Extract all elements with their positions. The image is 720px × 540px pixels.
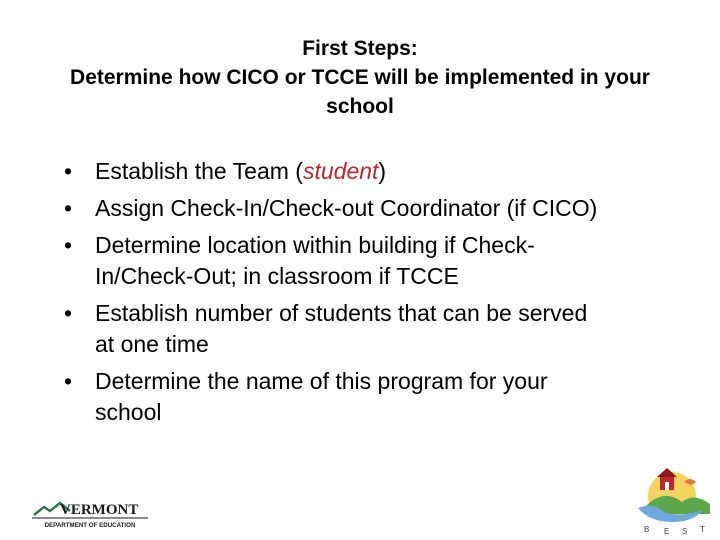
bullet-item-determine-name	[58, 366, 678, 428]
bullet-text: Assign Check-In/Check-out Coordinator (if CICO)	[95, 195, 598, 221]
vermont-logo-subtitle: DEPARTMENT OF EDUCATION	[44, 522, 136, 529]
bullet-icon: •	[63, 368, 73, 394]
title-line-3: school	[326, 95, 394, 118]
best-letter-b: B	[644, 525, 650, 534]
bullet-text-line-1: Establish number of students that can be served	[95, 300, 588, 326]
bullet-text-after: )	[378, 158, 387, 184]
bullet-icon: •	[63, 195, 73, 221]
title-line-2: Determine how CICO or TCCE will be implemented in your	[70, 66, 650, 89]
bullet-item-establish-team	[58, 156, 678, 187]
bullet-text-line-2: school	[95, 399, 162, 425]
bullet-text-highlight: student	[302, 158, 379, 184]
bullet-text-line-1: Determine location within building if Check-	[95, 232, 535, 258]
best-letter-e: E	[664, 527, 670, 536]
bullet-item-determine-location	[58, 230, 678, 292]
bullet-icon: •	[63, 232, 73, 258]
bullet-icon: •	[63, 158, 73, 184]
bullet-item-assign-coordinator	[58, 193, 678, 224]
bullet-item-establish-number	[58, 298, 678, 360]
bullet-text-line-1: Determine the name of this program for your	[95, 368, 548, 394]
bullet-list	[58, 156, 678, 434]
slide-title	[20, 34, 700, 121]
vermont-logo	[30, 495, 150, 531]
bullet-text-line-2: at one time	[95, 331, 209, 357]
best-logo	[624, 462, 716, 536]
bullet-text-before: Establish the Team (	[95, 158, 303, 184]
vermont-logo-name: VERMONT	[60, 502, 139, 518]
title-line-1: First Steps:	[302, 37, 418, 60]
best-letter-t: T	[700, 525, 705, 534]
best-letter-s: S	[682, 527, 688, 536]
bullet-text-line-2: In/Check-Out; in classroom if TCCE	[95, 263, 459, 289]
bullet-icon: •	[63, 300, 73, 326]
